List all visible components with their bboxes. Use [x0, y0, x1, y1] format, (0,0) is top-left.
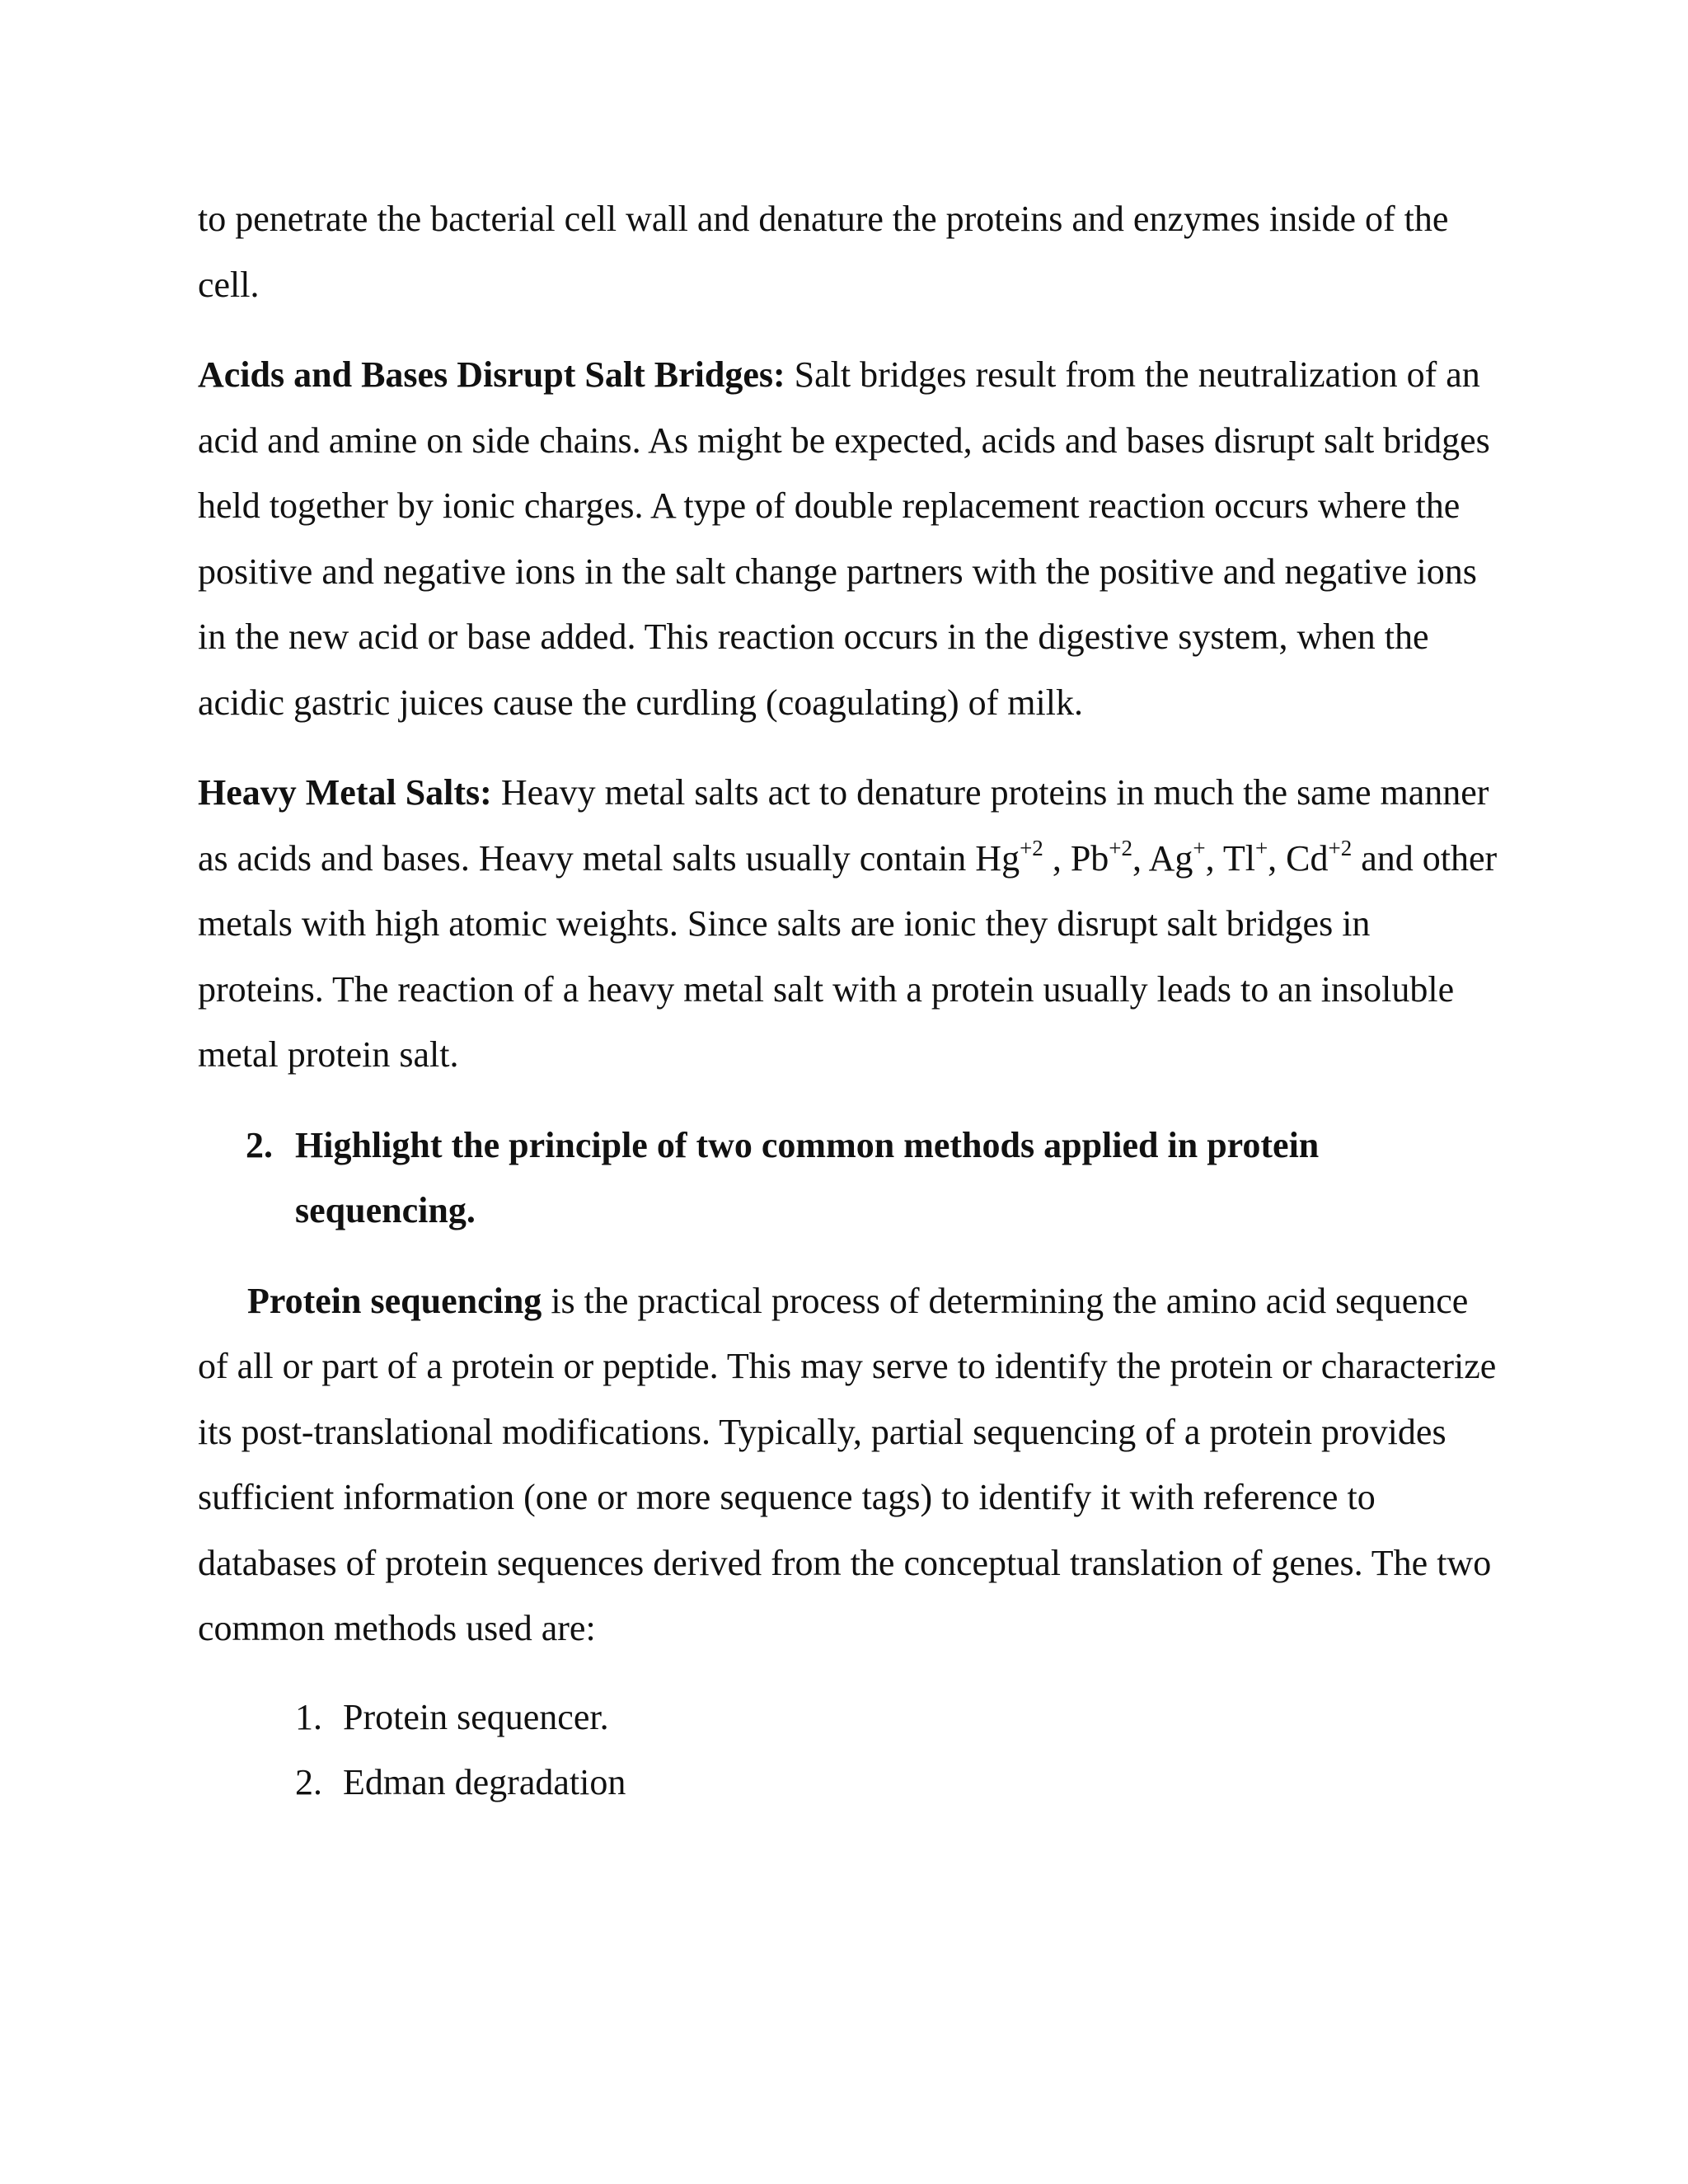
list-item-label: Protein sequencer. [343, 1696, 609, 1737]
intro-text: to penetrate the bacterial cell wall and denature the proteins and enzymes inside of the cell. [198, 199, 1449, 305]
heavy-metal-text-3: , Ag [1132, 837, 1193, 879]
list-item-label: Edman degradation [343, 1762, 626, 1802]
lead-charge: +2 [1109, 835, 1133, 860]
cadmium-charge: +2 [1328, 835, 1353, 860]
paragraph-intro [198, 186, 1500, 317]
mercury-charge: +2 [1020, 835, 1043, 860]
heavy-metal-text-5: , Cd [1268, 837, 1329, 879]
question-number: 2. [246, 1124, 273, 1165]
list-item-number: 1. [295, 1696, 322, 1737]
heavy-metal-text-4: , Tl [1205, 837, 1255, 879]
document-page [198, 186, 1500, 1816]
list-item [198, 1685, 1500, 1750]
heavy-metal-text-6: and other metals with high atomic weights. Since salts are ionic they disrupt salt bridges in proteins. The reaction of a heavy metal salt with a protein usually leads to an insoluble metal protein salt. [198, 837, 1498, 1075]
heavy-metal-text-1: Heavy metal salts act to denature proteins in much the same manner as acids and bases. Heavy metal salts usually contain Hg [198, 772, 1489, 879]
methods-list [198, 1685, 1500, 1816]
paragraph-acids-bases [198, 342, 1500, 735]
paragraph-protein-sequencing [198, 1268, 1500, 1661]
protein-sequencing-term: Protein sequencing [247, 1280, 542, 1321]
thallium-charge: + [1254, 835, 1268, 860]
acids-bases-body: Salt bridges result from the neutralization of an acid and amine on side chains. As might be expected, acids and bases disrupt salt bridges held together by ionic charges. A type of double replacement reaction occurs where the positive and negative ions in the salt change partners with the positive and negative ions in the new acid or base added. This reaction occurs in the digestive system, when the acidic gastric juices cause the curdling (coagulating) of milk. [198, 354, 1490, 723]
question-heading [198, 1113, 1500, 1244]
list-item [198, 1750, 1500, 1816]
acids-bases-heading: Acids and Bases Disrupt Salt Bridges: [198, 354, 785, 395]
heavy-metal-text-2: , Pb [1043, 837, 1109, 879]
list-item-number: 2. [295, 1762, 322, 1802]
protein-sequencing-body: is the practical process of determining the amino acid sequence of all or part of a protein or peptide. This may serve to identify the protein or characterize its post-translational modifications. Typically, partial sequencing of a protein provides sufficient information (one or more sequence tags) to identify it with reference to databases of protein sequences derived from the conceptual translation of genes. The two common methods used are: [198, 1280, 1497, 1648]
silver-charge: + [1193, 835, 1206, 860]
heavy-metal-heading: Heavy Metal Salts: [198, 772, 492, 813]
question-text: Highlight the principle of two common methods applied in protein sequencing. [295, 1124, 1320, 1230]
paragraph-heavy-metal-salts [198, 760, 1500, 1088]
